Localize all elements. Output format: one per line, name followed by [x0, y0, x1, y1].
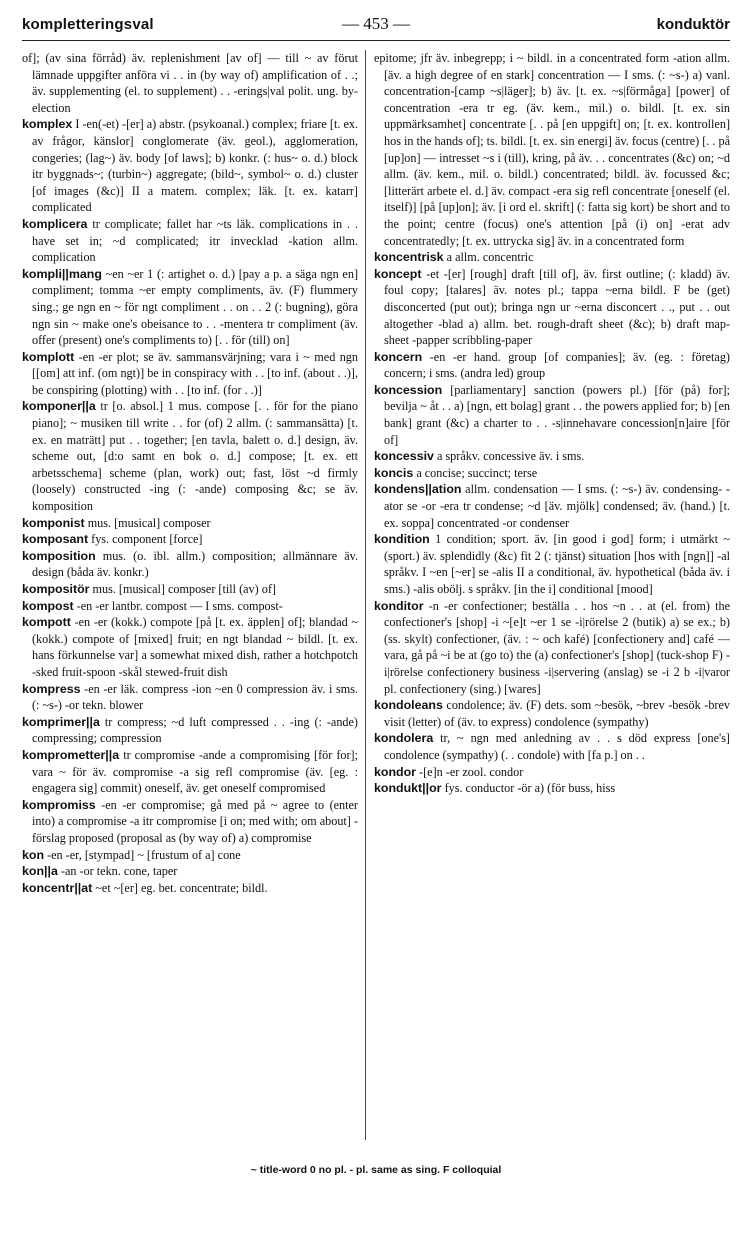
entry-definition: -en -er lantbr. compost — I sms. compost-: [73, 598, 283, 613]
entry-headword: kondition: [374, 532, 430, 547]
entry-headword: koncern: [374, 349, 423, 364]
entry-definition: allm. condensation — I sms. (: ~s-) äv. condensing- -ator se -or -era tr condense; ~d [äv. mjölk] condensed; äv. (hand.) [t. ex. soppa] concentrated -or condenser: [384, 482, 730, 530]
right-column: [374, 50, 730, 1140]
dictionary-entry: [374, 481, 730, 531]
dictionary-entry: [22, 50, 358, 116]
entry-definition: condolence; äv. (F) dets. som ~besök, ~brev -besök -brev visit (letter) of (äv. to express) condolence (sympathy): [384, 698, 730, 729]
dictionary-entry: [22, 531, 358, 548]
entry-headword: kondens||ation: [374, 482, 462, 497]
dictionary-entry: [22, 548, 358, 581]
entry-definition: of]; (av sina förråd) äv. replenishment [av of] — till ~ av förut lämnade uppgifter anföra vi . . in (by way of) amplification of . .; äv. supplementing (el. to supplement) . . -erings|val polit. ung. by-election: [22, 51, 358, 115]
entry-headword: kompositör: [22, 582, 90, 596]
dictionary-entry: [22, 216, 358, 266]
entry-definition: tr complicate; fallet har ~ts läk. complications in . . have set in; ~d complicated; itr invecklad -kation allm. complication: [32, 216, 358, 265]
page-number: — 453 —: [342, 14, 410, 33]
entry-headword: kondolera: [374, 731, 434, 746]
dictionary-entry: [22, 747, 358, 797]
entry-definition: tr, ~ ngn med anledning av . . s död express [one's] condolence (sympathy) (. . condole) with [fa p.] on . .: [384, 731, 730, 762]
entry-definition: -en -er compromise; gå med på ~ agree to (enter into) a compromise -a itr compromise [i on; med with; om about] -förslag proposed (proposal as (by way of) a) compromise: [32, 797, 358, 845]
page-header: [22, 14, 730, 41]
dictionary-entry: [374, 730, 730, 763]
header-first-word: kompletteringsval: [22, 16, 154, 33]
entry-definition: mus. (o. ibl. allm.) composition; allmännare äv. design (båda äv. konkr.): [32, 548, 358, 580]
dictionary-entry: [374, 448, 730, 465]
dictionary-entry: [374, 764, 730, 781]
dictionary-entry: [22, 581, 358, 598]
entry-headword: komponist: [22, 515, 85, 530]
dictionary-entry: [374, 50, 730, 249]
entry-definition: [parliamentary] sanction (powers pl.) [för (på) for]; bevilja ~ åt . . a) [ngn, ett bolag] grant . . the powers applied for; b) [en bank] grant (&c) a charter to . . -s|innehavare concession[n]aire [för of]: [384, 382, 730, 447]
header-last-word: konduktör: [656, 16, 730, 33]
dictionary-entry: [374, 249, 730, 266]
entry-headword: kompott: [22, 615, 71, 630]
dictionary-entry: [374, 382, 730, 448]
dictionary-entry: [22, 349, 358, 399]
dictionary-entry: [22, 880, 358, 897]
entry-headword: koncis: [374, 465, 414, 480]
dictionary-entry: [374, 531, 730, 597]
entry-definition: I -en(-et) -[er] a) abstr. (psykoanal.) complex; friare [t. ex. av frågor, känslor] conglomerate (äv. geol.), agglomeration, congeries; (lag~) äv. body [of laws]; b) konkr. (: hus~ o. d.) block itr byggnads~; (turbin~) aggregate; (bild~, symbol~ o. d.) cluster [of images (&c)] II a matem. complex; läk. [t. ex. katarr] complicated: [32, 117, 358, 215]
dictionary-entry: [22, 515, 358, 532]
entry-definition: -en -er läk. compress -ion ~en 0 compression äv. i sms. (: ~s-) -or tekn. blower: [32, 681, 358, 713]
entry-definition: ~et ~[er] eg. bet. concentrate; bildl.: [92, 880, 268, 895]
dictionary-entry: [374, 697, 730, 730]
dictionary-entry: [22, 598, 358, 615]
dictionary-entry: [22, 863, 358, 880]
entry-headword: kompress: [22, 681, 81, 696]
column-divider: [365, 50, 366, 1140]
dictionary-entry: [374, 598, 730, 698]
dictionary-entry: [22, 266, 358, 349]
entry-definition: mus. [musical] composer [till (av) of]: [89, 582, 276, 596]
entry-definition: -[e]n -er zool. condor: [416, 764, 524, 779]
entry-headword: koncentrisk: [374, 250, 444, 265]
entry-definition: 1 condition; sport. äv. [in good i god] form; i utmärkt ~ (sport.) äv. splendidly (&c) fit 2 (: tjänst) situation [hos with [ngn]] -al språkv. I ~en [~er] se -alis II a conditional, äv. hypothetical (båda äv. i sms.) -alis obölj. s språkv. [in the i] conditional [mood]: [384, 532, 730, 596]
entry-definition: -en -er, [stympad] ~ [frustum of a] cone: [44, 847, 241, 862]
entry-headword: kon||a: [22, 864, 58, 879]
entry-definition: a allm. concentric: [443, 250, 534, 265]
entry-definition: a språkv. concessive äv. i sms.: [433, 449, 585, 464]
dictionary-entry: [374, 266, 730, 349]
entry-headword: komposition: [22, 548, 96, 563]
entry-headword: kompost: [22, 598, 74, 613]
dictionary-entry: [22, 614, 358, 680]
dictionary-entry: [22, 116, 358, 216]
dictionary-entry: [374, 349, 730, 382]
entry-definition: tr compromise -ande a compromising [för for]; vara ~ för äv. compromise -a sig refl compromise (äv. [eg. : engagera sig] commit) oneself, äv. get oneself compromised: [32, 747, 358, 796]
entry-headword: komprimer||a: [22, 714, 100, 729]
dictionary-entry: [22, 847, 358, 864]
dictionary-entry: [374, 465, 730, 482]
dictionary-entry: [22, 681, 358, 714]
entry-definition: -en -er plot; se äv. sammansvärjning; vara i ~ med ngn [[om] att inf. (om ngt)] be in conspiracy with . . [to inf. (about . .)], be conspiring (plotting) with . . [to inf. (for . .)]: [32, 349, 358, 397]
entry-headword: koncentr||at: [22, 880, 93, 895]
entry-headword: koncessiv: [374, 449, 434, 464]
entry-definition: a concise; succinct; terse: [413, 465, 538, 480]
entry-headword: komposant: [22, 532, 89, 547]
entry-definition: -et -[er] [rough] draft [till of], äv. first outline; (: kladd) äv. foul copy; [talares] äv. notes pl.; tappa ~erna bildl. F be (get) disconcerted (put out); bringa ngn ur ~erna disconcert . ., put . . out altogether -blad a) allm. bet. rough-draft sheet (&c); b) draft map-sheet -papper scribbling-paper: [384, 266, 730, 348]
entry-definition: -an -or tekn. cone, taper: [57, 864, 178, 879]
entry-definition: -n -er confectioner; beställa . . hos ~n . . at (el. from) the confectioner's [shop] -i ~[e]t ~er 1 se -i|rörelse 2 (butik) a) se ex.; b) (ss. skylt) confectioner, (äv. : ~ och kafé) [confectionery and] café — vara, gå på ~i be at (go to) the (a) confectioner's [shop] (tuck-shop F) -i|rörelse confectionery business -i|servering (anslag) se -i 2 b -i|varor pl. confectionery (sing.) [wares]: [384, 598, 730, 696]
entry-headword: kondoleans: [374, 698, 443, 713]
entry-definition: fys. conductor -ör a) (för buss, hiss: [441, 781, 616, 796]
dictionary-entry: [22, 398, 358, 514]
entry-definition: fys. component [force]: [88, 532, 203, 547]
entry-definition: ~en ~er 1 (: artighet o. d.) [pay a p. a säga ngn en] compliment; tomma ~er empty compliments, äv. (F) flummery sing.; ge ngn en ~ för ngt compliment . . on . . 2 (: bugning), göra ngn sin ~ make one's obeisance to . . -mentera tr compliment (äv. offer (present) one's compliments to) [. . för (till) on]: [32, 266, 358, 348]
left-column: [22, 50, 358, 1140]
entry-definition: mus. [musical] composer: [84, 515, 211, 530]
entry-definition: tr compress; ~d luft compressed . . -ing (: -ande) compressing; compression: [32, 714, 358, 746]
entry-definition: -en -er hand. group [of companies]; äv. (eg. : företag) concern; i sms. (andra led) group: [384, 349, 730, 381]
entry-headword: konditor: [374, 598, 424, 613]
entry-headword: komplex: [22, 117, 73, 132]
entry-headword: kompromiss: [22, 797, 96, 812]
entry-headword: komplicera: [22, 216, 88, 231]
entry-headword: kondukt||or: [374, 781, 442, 796]
entry-headword: kondor: [374, 764, 416, 779]
entry-headword: kompli||mang: [22, 266, 102, 281]
dictionary-entry: [22, 714, 358, 747]
entry-headword: koncept: [374, 266, 422, 281]
entry-definition: -en -er (kokk.) compote [på [t. ex. äpplen] of]; blandad ~ (kokk.) compote of [mixed] fruit; en ngt blandad ~ bildl. [t. ex. hans förkunnelse var] a somewhat mixed dish, rather a hotchpotch -sked fruit-spoon -skål stewed-fruit dish: [32, 615, 358, 679]
dictionary-entry: [374, 780, 730, 797]
entry-headword: komplott: [22, 349, 75, 364]
entry-headword: komponer||a: [22, 399, 96, 414]
entry-definition: tr [o. absol.] 1 mus. compose [. . för for the piano piano]; ~ musiken till write . . for (of) 2 allm. (: sammansätta) [t. ex. en maträtt] put . . together; [en tavla, balett o. d.] design, äv. scheme out, [d:o samt en bok o. d.] compose; [t. ex. ett arbetsschema] scheme (plan, work) out; fast, löst ~d firmly (loosely) constructed -ing (: -ande) composing &c; se äv. komposition: [32, 399, 358, 514]
entry-definition: epitome; jfr äv. inbegrepp; i ~ bildl. in a concentrated form -ation allm. [äv. a high degree of en stark] concentration — I sms. (: ~s-) a) vanl. concentration-[camp ~s|läger]; b) äv. [t. ex. ~s|förmåga] [power] of concentration -era tr eg. (äv. kem., mil.) o. bildl. [t. ex. sin uppmärksamhet] concentrate [. . på [en uppgift] on; [t. ex. kontrollen] hos in the hands of]; ts. bildl. [t. ex. sin energi] äv. focus (centre) [. . på [up]on] — intresset ~s i (till), kring, på äv. . . concentrates (&c) on; ~d allm. (äv. kem., mil. o. bildl.) concentrated; bildl. äv. focussed &c; [litterärt arbete el. d.] äv. compact -era sig refl concentrate [oneself (el. itself)] [på [up]on]; äv. [i ord el. skrift] (: fatta sig kort) be short and to the point; centre (focus) one's attention [på (i) on] -erat adv concentratedly; [t. ex. uttrycka sig] äv. in a concentrated form: [374, 51, 730, 248]
entry-headword: komprometter||a: [22, 747, 120, 762]
entry-headword: koncession: [374, 382, 443, 397]
dictionary-entry: [22, 797, 358, 847]
footer-legend: ~ title-word 0 no pl. - pl. same as sing. F colloquial: [250, 1164, 502, 1176]
entry-headword: kon: [22, 847, 45, 862]
